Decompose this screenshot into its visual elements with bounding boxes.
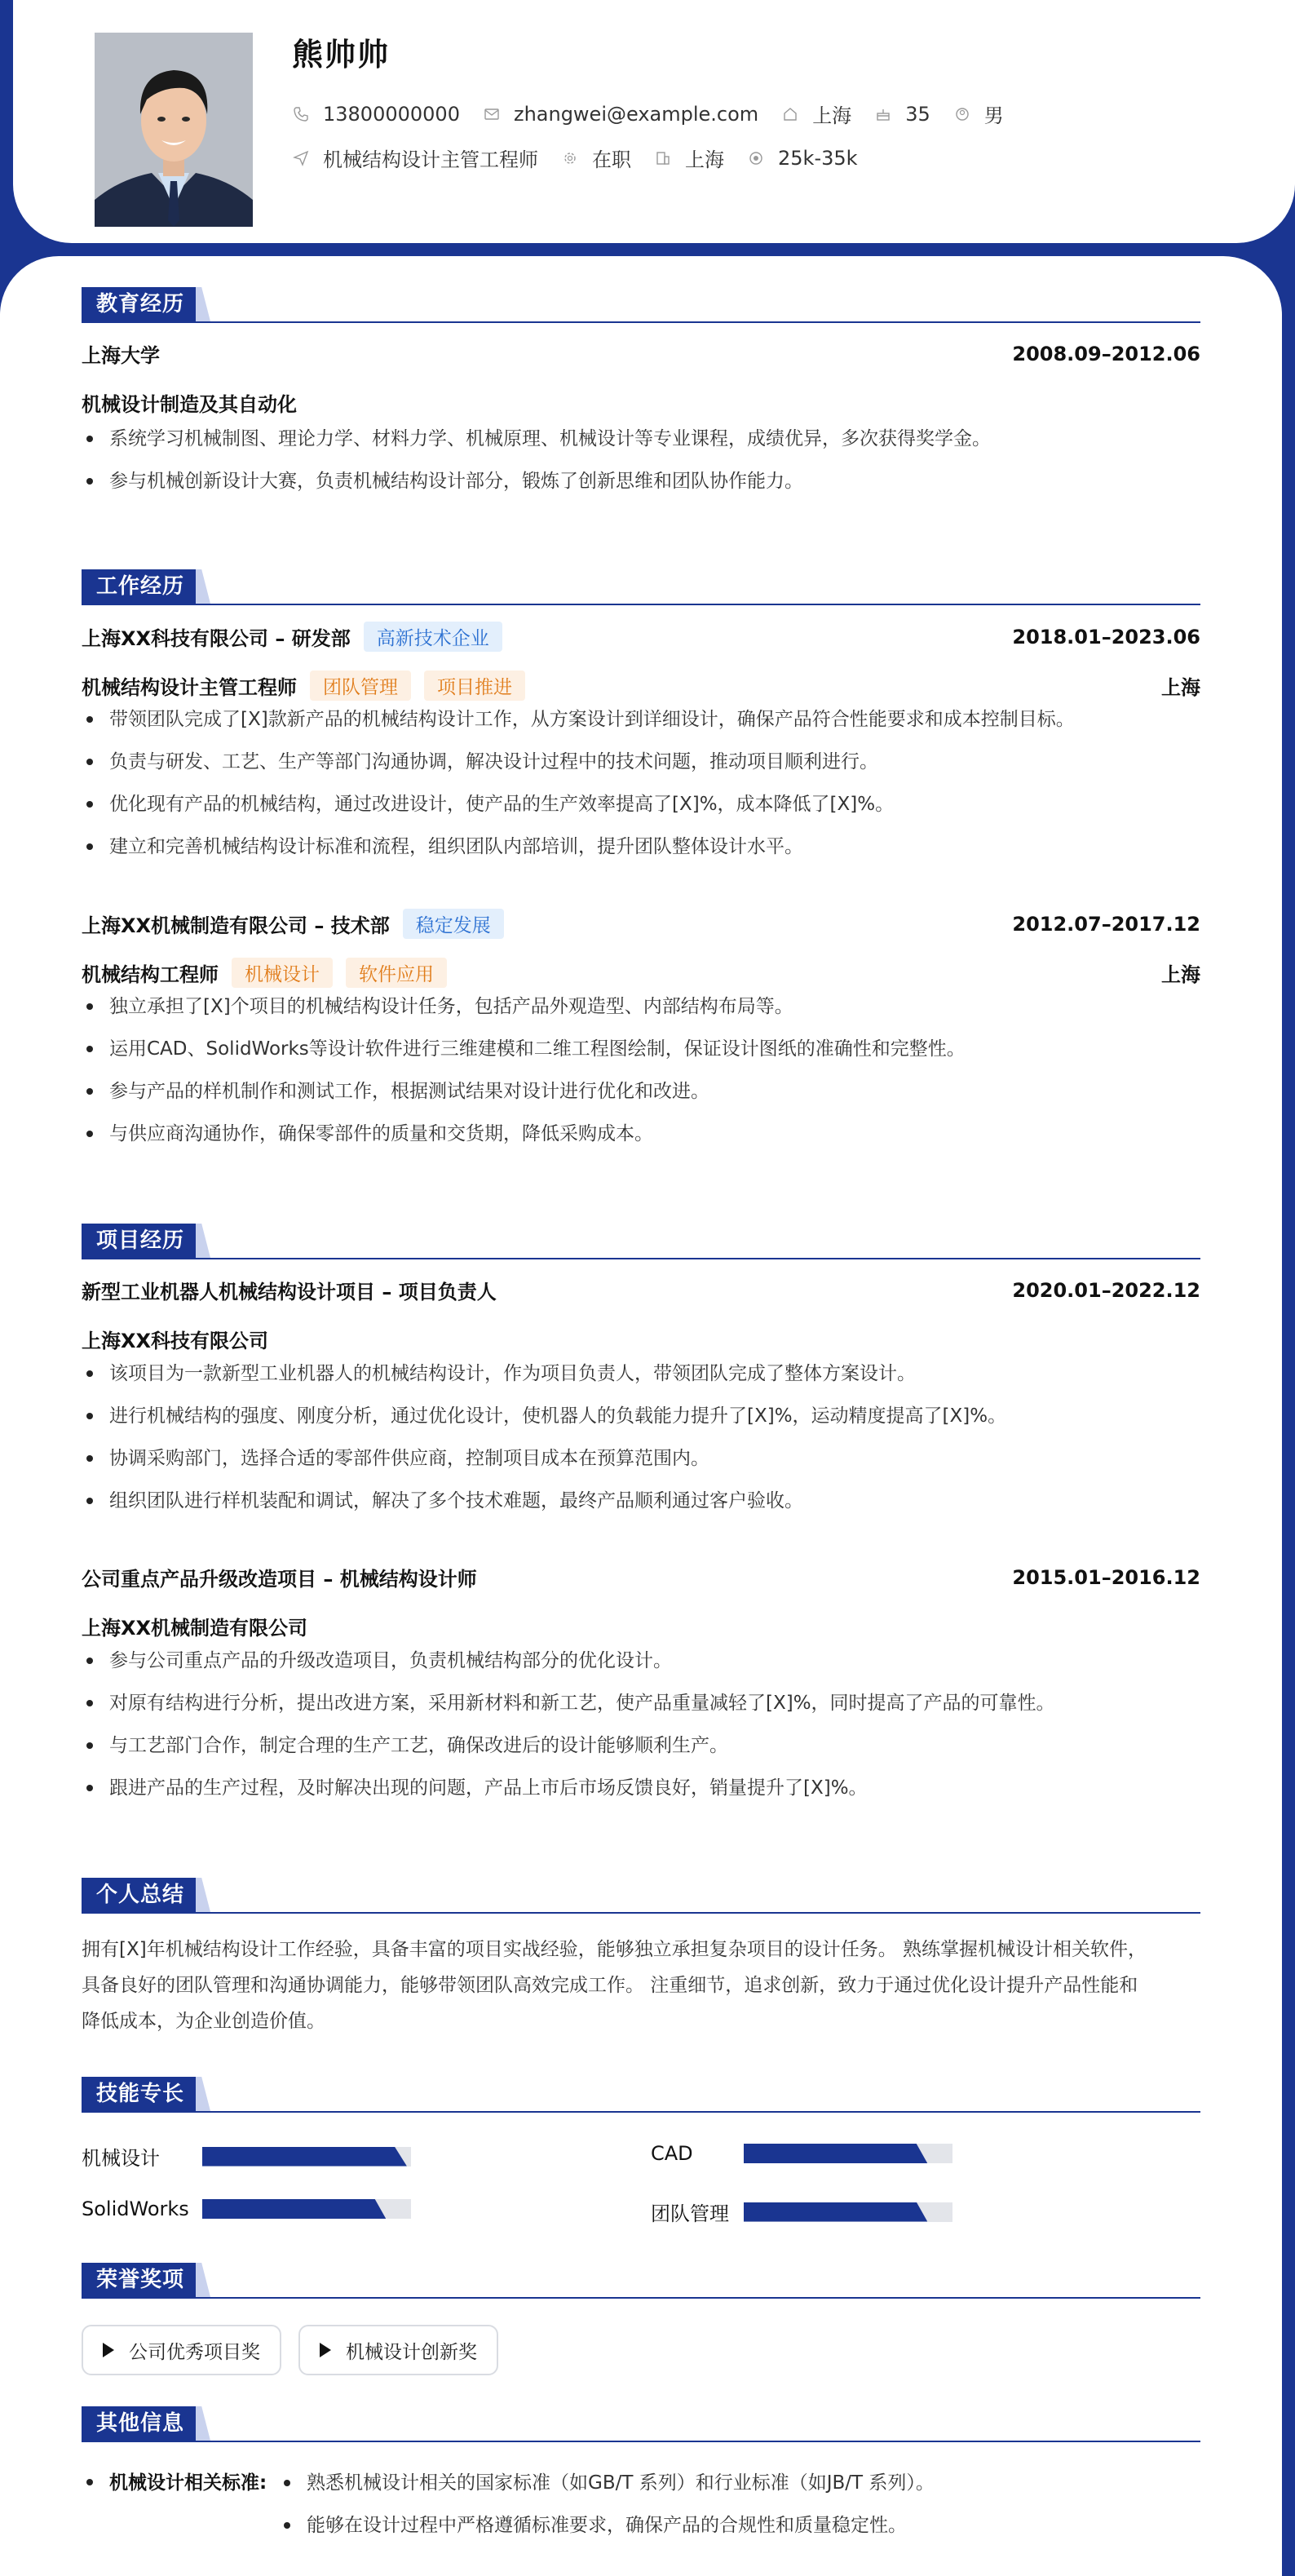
phone-text: 13800000000 — [323, 102, 460, 126]
target-city-text: 上海 — [685, 148, 724, 171]
education-date: 2008.09–2012.06 — [1012, 342, 1200, 365]
project-name: 公司重点产品升级改造项目 – 机械结构设计师 — [82, 1568, 477, 1591]
skill-item — [651, 2142, 952, 2165]
project-company: 上海XX科技有限公司 — [82, 1330, 269, 1352]
list-item: 与工艺部门合作，制定合理的生产工艺，确保改进后的设计能够顺利生产。 — [82, 1724, 1200, 1767]
section-title: 其他信息 — [82, 2406, 199, 2441]
work-company-row — [82, 622, 1200, 652]
city-text: 上海 — [812, 104, 852, 127]
building-icon — [654, 149, 672, 167]
project-section — [82, 1224, 1200, 1799]
skill-item — [651, 2198, 952, 2226]
phone-info — [292, 103, 460, 126]
skill-tag: 项目推进 — [424, 671, 525, 701]
award-label: 机械设计创新奖 — [346, 2341, 477, 2363]
section-header-accent — [196, 287, 210, 321]
project-bullets — [82, 1352, 1200, 1522]
list-item: 系统学习机械制图、理论力学、材料力学、机械原理、机械设计等专业课程，成绩优异，多次获得奖学金。 — [82, 418, 1200, 460]
coin-icon — [747, 149, 765, 167]
section-header — [82, 2077, 1200, 2113]
list-item: 参与机械创新设计大赛，负责机械结构设计部分，锻炼了创新思维和团队协作能力。 — [82, 460, 1200, 502]
award-badge — [82, 2325, 281, 2375]
section-header — [82, 1224, 1200, 1259]
age-info — [874, 103, 930, 126]
list-item: 该项目为一款新型工业机器人的机械结构设计，作为项目负责人，带领团队完成了整体方案设计。 — [82, 1352, 1200, 1395]
email-text: zhangwei@example.com — [513, 102, 759, 126]
section-title: 项目经历 — [82, 1224, 199, 1258]
section-header — [82, 2263, 1200, 2299]
list-item: 协调采购部门，选择合适的零部件供应商，控制项目成本在预算范围内。 — [82, 1437, 1200, 1480]
section-title: 教育经历 — [82, 287, 199, 321]
award-label: 公司优秀项目奖 — [129, 2341, 260, 2363]
play-icon — [103, 2343, 114, 2357]
school-name: 上海大学 — [82, 344, 160, 367]
status-text: 在职 — [592, 148, 631, 171]
work-company-row — [82, 909, 1200, 939]
job-info — [292, 144, 538, 172]
other-bullets — [279, 2462, 1200, 2547]
skill-bar-fill — [202, 2147, 407, 2167]
phone-icon — [292, 105, 310, 123]
skill-bar — [744, 2144, 952, 2163]
skill-name: 机械设计 — [82, 2147, 160, 2170]
section-header — [82, 1878, 1200, 1914]
job-text: 机械结构设计主管工程师 — [323, 148, 538, 171]
skill-bar-fill — [202, 2199, 386, 2219]
other-label: 机械设计相关标准: — [82, 2468, 267, 2498]
gender-info — [953, 100, 1004, 128]
company-name: 上海XX科技有限公司 – 研发部 — [82, 627, 351, 650]
company-tag: 稳定发展 — [403, 909, 504, 939]
section-header — [82, 287, 1200, 323]
project-bullets — [82, 1640, 1200, 1809]
list-item: 优化现有产品的机械结构，通过改进设计，使产品的生产效率提高了[X]%，成本降低了[X]%。 — [82, 783, 1200, 825]
list-item: 进行机械结构的强度、刚度分析，通过优化设计，使机器人的负载能力提升了[X]%，运动精度提高了[X]%。 — [82, 1395, 1200, 1437]
work-date: 2018.01–2023.06 — [1012, 625, 1200, 648]
skills-section — [82, 2077, 1200, 2225]
skill-bar-fill — [744, 2144, 927, 2163]
education-bullets — [82, 418, 1200, 502]
work-bullets — [82, 985, 1200, 1155]
work-section — [82, 569, 1200, 1144]
resume-body — [0, 256, 1282, 2576]
skill-bar-fill — [744, 2202, 927, 2222]
user-icon — [953, 105, 971, 123]
list-item: 参与产品的样机制作和测试工作，根据测试结果对设计进行优化和改进。 — [82, 1070, 1200, 1113]
project-name: 新型工业机器人机械结构设计项目 – 项目负责人 — [82, 1281, 497, 1303]
work-date: 2012.07–2017.12 — [1012, 912, 1200, 936]
home-icon — [781, 105, 799, 123]
play-icon — [320, 2343, 331, 2357]
section-header-accent — [196, 1878, 210, 1912]
skill-tag: 团队管理 — [310, 671, 411, 701]
job-title: 机械结构工程师 — [82, 963, 219, 986]
summary-line: 降低成本，为企业创造价值。 — [82, 2011, 325, 2032]
award-badge — [298, 2325, 498, 2375]
gender-text: 男 — [983, 104, 1004, 127]
skill-name: 团队管理 — [651, 2202, 729, 2225]
project-company-row — [82, 1325, 1200, 1353]
summary-line: 具备良好的团队管理和沟通协调能力，能够带领团队高效完成工作。 注重细节，追求创新，致力于通过优化设计提升产品性能和 — [82, 1975, 1138, 1996]
section-title: 个人总结 — [82, 1878, 199, 1912]
section-header-accent — [196, 2406, 210, 2441]
skill-tag: 软件应用 — [346, 958, 447, 988]
education-row — [82, 339, 1200, 368]
age-text: 35 — [905, 102, 930, 126]
list-item: 跟进产品的生产过程，及时解决出现的问题，产品上市后市场反馈良好，销量提升了[X]%。 — [82, 1767, 1200, 1809]
project-row — [82, 1276, 1200, 1304]
major-row — [82, 388, 1200, 417]
work-location: 上海 — [1161, 676, 1200, 699]
summary-line: 拥有[X]年机械结构设计工作经验，具备丰富的项目实战经验，能够独立承担复杂项目的设计任务。 熟练掌握机械设计相关软件， — [82, 1939, 1147, 1960]
profile-header — [13, 0, 1295, 243]
major-name: 机械设计制造及其自动化 — [82, 393, 297, 416]
section-header-accent — [196, 2077, 210, 2111]
project-date: 2015.01–2016.12 — [1012, 1565, 1200, 1589]
other-section — [82, 2406, 1200, 2536]
list-item: 组织团队进行样机装配和调试，解决了多个技术难题，最终产品顺利通过客户验收。 — [82, 1480, 1200, 1522]
salary-text: 25k-35k — [778, 146, 858, 170]
status-info — [561, 144, 631, 172]
section-header-accent — [196, 1224, 210, 1258]
list-item: 与供应商沟通协作，确保零部件的质量和交货期，降低采购成本。 — [82, 1113, 1200, 1155]
project-company-row — [82, 1612, 1200, 1640]
email-info — [483, 103, 758, 126]
project-date: 2020.01–2022.12 — [1012, 1278, 1200, 1302]
list-item: 带领团队完成了[X]款新产品的机械结构设计工作，从方案设计到详细设计，确保产品符合性能要求和成本控制目标。 — [82, 698, 1200, 741]
skill-name: SolidWorks — [82, 2198, 189, 2220]
project-row — [82, 1563, 1200, 1591]
list-item: 熟悉机械设计相关的国家标准（如GB/T 系列）和行业标准（如JB/T 系列）。 — [279, 2462, 1200, 2504]
target-city-info — [654, 144, 724, 172]
work-title-row — [82, 958, 1200, 988]
list-item: 负责与研发、工艺、生产等部门沟通协调，解决设计过程中的技术问题，推动项目顺利进行。 — [82, 741, 1200, 783]
company-tag: 高新技术企业 — [364, 622, 502, 652]
section-title: 技能专长 — [82, 2077, 199, 2111]
gear-icon — [561, 149, 579, 167]
section-header-accent — [196, 2263, 210, 2297]
awards-section — [82, 2263, 1200, 2363]
skill-name: CAD — [651, 2142, 693, 2165]
section-title: 荣誉奖项 — [82, 2263, 199, 2297]
mail-icon — [483, 105, 501, 123]
cake-icon — [874, 105, 892, 123]
section-header — [82, 2406, 1200, 2442]
avatar — [95, 33, 253, 227]
summary-section — [82, 1878, 1200, 2032]
list-item: 能够在设计过程中严格遵循标准要求，确保产品的合规性和质量稳定性。 — [279, 2504, 1200, 2547]
list-item: 建立和完善机械结构设计标准和流程，组织团队内部培训，提升团队整体设计水平。 — [82, 825, 1200, 868]
skill-item — [82, 2142, 411, 2171]
company-name: 上海XX机械制造有限公司 – 技术部 — [82, 914, 390, 937]
salary-info — [747, 147, 858, 170]
job-title: 机械结构设计主管工程师 — [82, 676, 297, 699]
skill-tag: 机械设计 — [232, 958, 333, 988]
list-item: 参与公司重点产品的升级改造项目，负责机械结构部分的优化设计。 — [82, 1640, 1200, 1682]
send-icon — [292, 149, 310, 167]
summary-text — [82, 1932, 1200, 2039]
section-title: 工作经历 — [82, 569, 199, 604]
city-info — [781, 100, 851, 128]
project-company: 上海XX机械制造有限公司 — [82, 1617, 308, 1640]
list-item: 运用CAD、SolidWorks等设计软件进行三维建模和二维工程图绘制，保证设计图纸的准确性和完整性。 — [82, 1028, 1200, 1070]
skill-bar — [744, 2202, 952, 2222]
skill-item — [82, 2198, 411, 2220]
candidate-name: 熊帅帅 — [292, 37, 391, 73]
work-bullets — [82, 698, 1200, 868]
work-location: 上海 — [1161, 963, 1200, 986]
skill-bar — [202, 2147, 411, 2167]
work-title-row — [82, 671, 1200, 701]
list-item: 独立承担了[X]个项目的机械结构设计任务，包括产品外观造型、内部结构布局等。 — [82, 985, 1200, 1028]
skill-bar — [202, 2199, 411, 2219]
education-section — [82, 287, 1200, 492]
section-header — [82, 569, 1200, 605]
list-item: 对原有结构进行分析，提出改进方案，采用新材料和新工艺，使产品重量减轻了[X]%，同时提高了产品的可靠性。 — [82, 1682, 1200, 1724]
section-header-accent — [196, 569, 210, 604]
